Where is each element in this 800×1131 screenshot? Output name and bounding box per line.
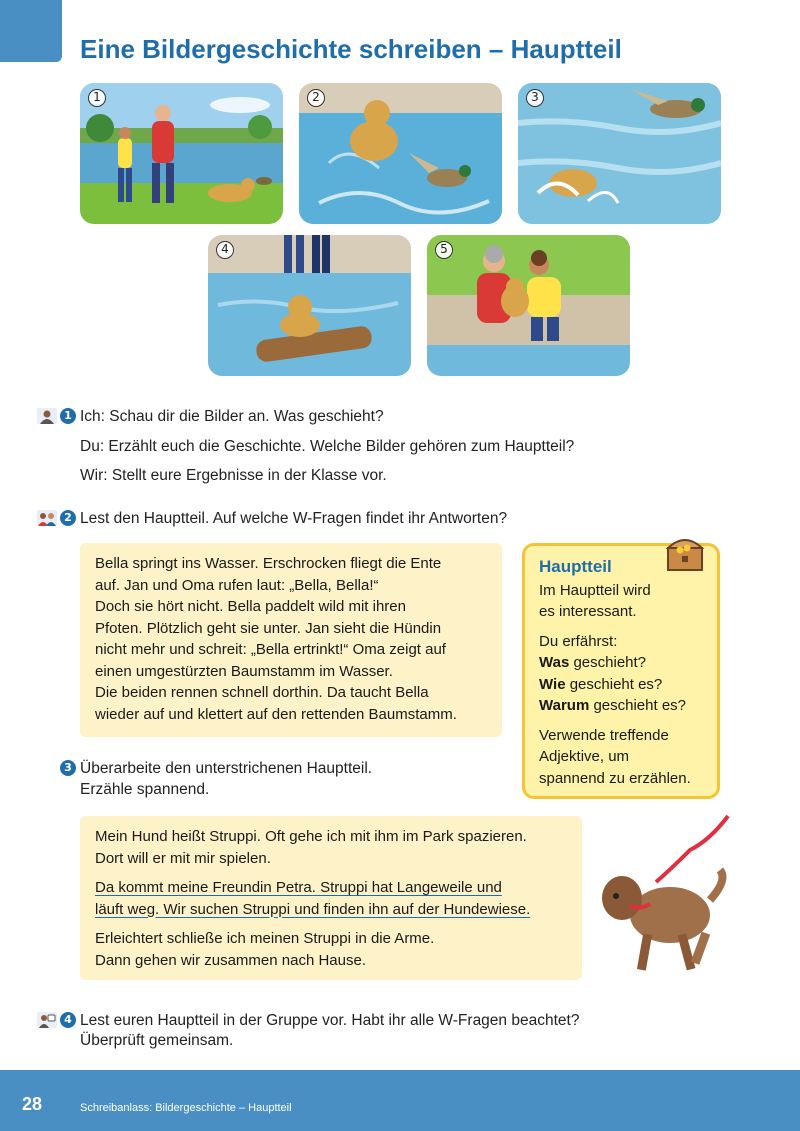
hint-tip-line-3: spannend zu erzählen. [539,769,691,787]
scene-1-illustration [80,83,283,224]
scene-picture-2 [299,83,502,224]
struppi-end-line-2: Dann gehen wir zusammen nach Hause. [95,951,366,969]
running-dog-illustration [590,810,735,980]
footer-label: Schreibanlass: Bildergeschichte – Hauptteil [80,1102,292,1114]
group-icon [37,1012,57,1028]
story-line: wieder auf und klettert auf den rettenden Baumstamm. [95,705,457,723]
hint-intro-line-1: Im Hauptteil wird [539,581,651,599]
scene-5-illustration [427,235,630,376]
corner-tab [0,0,62,62]
task-2-number: 2 [60,510,76,526]
scene-number-4: 4 [216,241,234,259]
page-title: Eine Bildergeschichte schreiben – Hauptteil [80,34,622,64]
scene-number-2: 2 [307,89,325,107]
task-1-line-2: Du: Erzählt euch die Geschichte. Welche Bilder gehören zum Hauptteil? [80,438,575,455]
hint-q1-bold: Was [539,654,570,671]
hint-title: Hauptteil [539,557,612,576]
struppi-main-line-2: läuft weg. Wir suchen Struppi und finden ihn auf der Hundewiese. [95,900,531,918]
scene-2-illustration [299,83,502,224]
struppi-intro-line-1: Mein Hund heißt Struppi. Oft gehe ich mit ihm im Park spazieren. [95,828,527,845]
task-3-number: 3 [60,760,76,776]
story-line: Die beiden rennen schnell dorthin. Da taucht Bella [95,684,429,701]
treasure-chest-icon [662,530,708,576]
task-4-line-2: Überprüft gemeinsam. [80,1032,234,1049]
hint-tip-line-1: Verwende treffende [539,726,669,744]
bella-story-box [80,543,502,737]
page-number: 28 [22,1094,43,1114]
hint-q3-bold: Warum [539,697,590,714]
task-1-number: 1 [60,408,76,424]
struppi-intro-line-2: Dort will er mit mir spielen. [95,849,271,867]
scene-picture-4 [208,235,411,376]
scene-number-1: 1 [88,89,106,107]
task-1-line-3: Wir: Stellt eure Ergebnisse in der Klasse vor. [80,467,387,484]
scene-number-3: 3 [526,89,544,107]
hint-q2-bold: Wie [539,675,566,693]
struppi-main-line-1: Da kommt meine Freundin Petra. Struppi hat Langeweile und [95,879,502,896]
story-line: auf. Jan und Oma rufen laut: „Bella, Bella!“ [95,576,379,594]
hint-box-hauptteil [522,543,720,799]
hint-q2-rest: geschieht es? [565,675,663,693]
hint-q1-rest: geschieht? [569,654,647,671]
task-1-line-1: Ich: Schau dir die Bilder an. Was geschieht? [80,408,384,425]
struppi-end-line-1: Erleichtert schließe ich meinen Struppi in die Arme. [95,930,435,947]
story-line: Pfoten. Plötzlich geht sie unter. Jan sieht die Hündin [95,619,442,637]
page-footer [0,1070,800,1131]
struppi-story-box [80,816,582,980]
scene-picture-5 [427,235,630,376]
scene-number-5: 5 [435,241,453,259]
pair-icon [37,510,57,526]
task-4-line-1: Lest euren Hauptteil in der Gruppe vor. Habt ihr alle W-Fragen beachtet? [80,1012,580,1029]
scene-4-illustration [208,235,411,376]
scene-picture-3 [518,83,721,224]
hint-tip [539,725,703,790]
hint-intro [539,580,703,623]
task-3-line-2: Erzähle spannend. [80,781,210,798]
single-person-icon [37,408,57,424]
hint-questions [539,631,703,717]
hint-lead: Du erfährst: [539,632,618,650]
story-line: einen umgestürzten Baumstamm im Wasser. [95,662,393,680]
hint-q3-rest: geschieht es? [589,697,687,714]
scene-picture-1 [80,83,283,224]
story-line: nicht mehr und schreit: „Bella ertrinkt!“ Oma zeigt auf [95,641,446,658]
hint-tip-line-2: Adjektive, um [539,748,630,765]
scene-3-illustration [518,83,721,224]
task-3-line-1: Überarbeite den unterstrichenen Hauptteil. [80,760,373,777]
story-line: Doch sie hört nicht. Bella paddelt wild mit ihren [95,598,406,615]
task-4-number: 4 [60,1012,76,1028]
hint-intro-line-2: es interessant. [539,603,637,620]
story-line: Bella springt ins Wasser. Erschrocken fliegt die Ente [95,555,442,572]
task-2-instruction: Lest den Hauptteil. Auf welche W-Fragen findet ihr Antworten? [80,510,508,527]
